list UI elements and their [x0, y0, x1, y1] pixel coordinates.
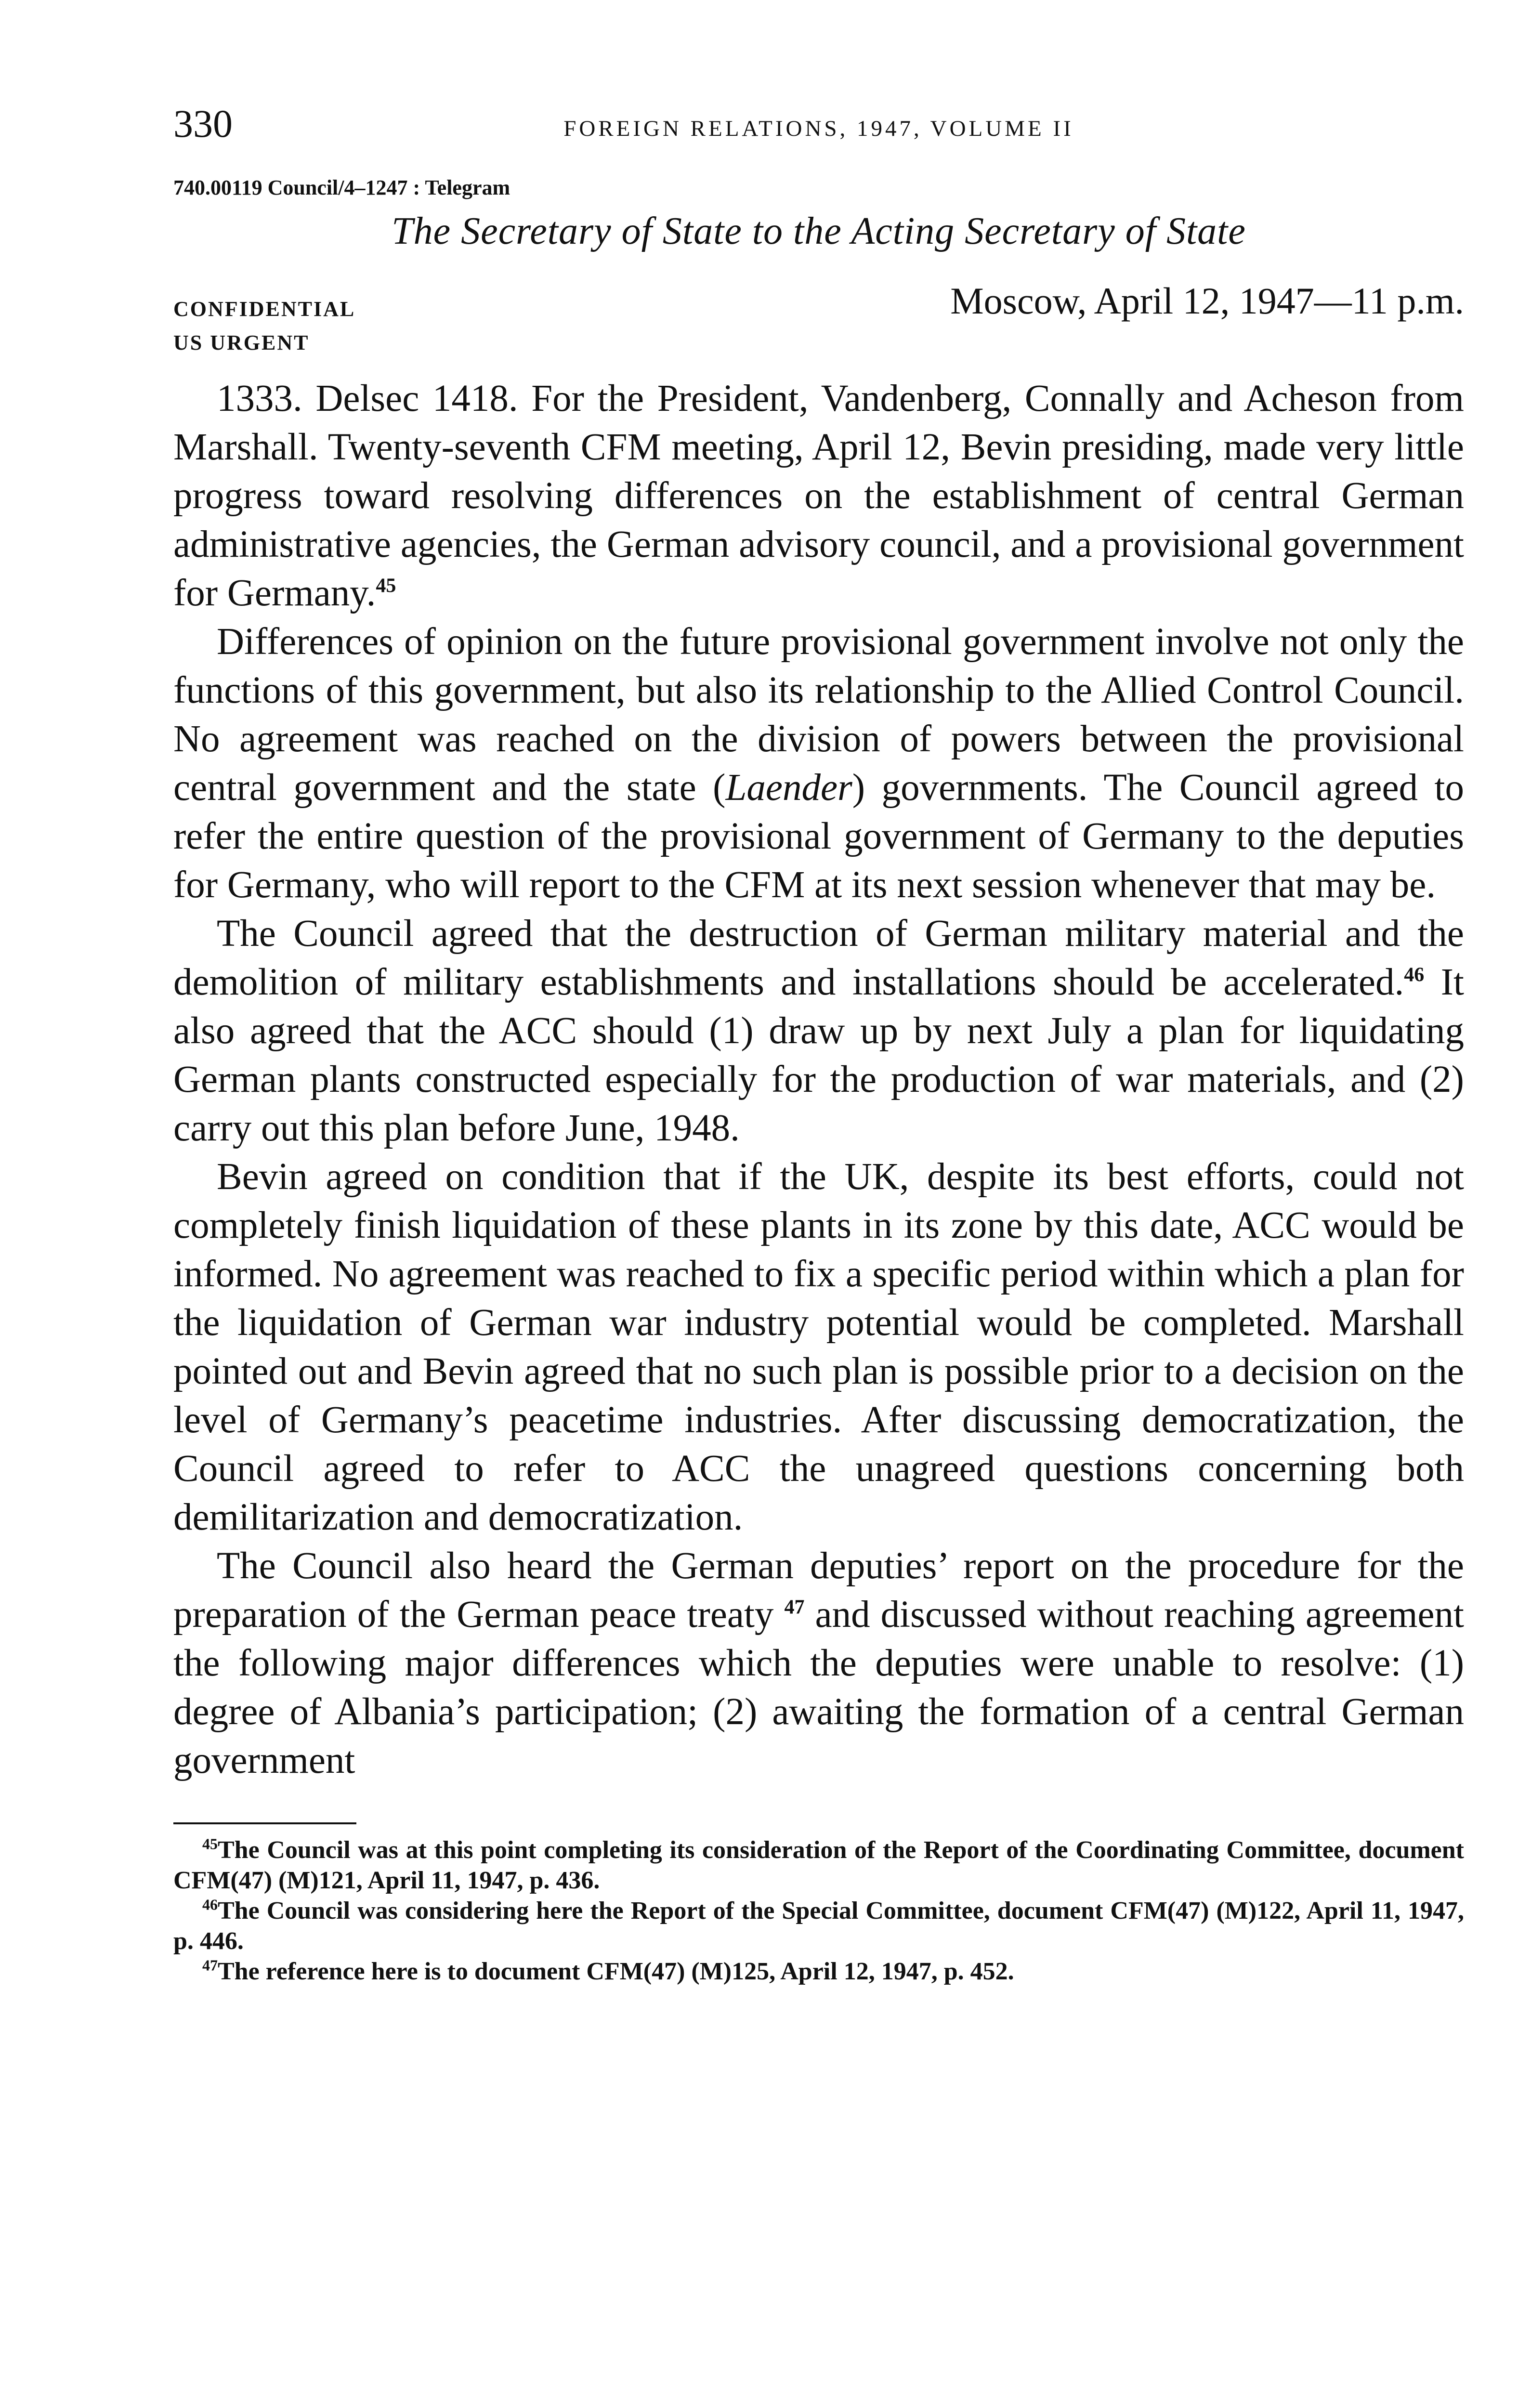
precedence-label: US URGENT	[173, 331, 310, 354]
italic-term: Laender	[725, 767, 852, 809]
paragraph-text: Bevin agreed on condition that if the UK, despite its best efforts, could not completely finish liquidation of these plants in its zone by this date, ACC would be informed. No agreement was reached to fix a specific period within which a plan for the liquidation of German war industry potential would be completed. Marshall pointed out and Bevin agreed that no such plan is possible prior to a decision on the level of Germany’s peacetime industries. After discussing democratization, the Council agreed to refer to ACC the unagreed questions concerning both demilitarization and democratization.	[173, 1156, 1464, 1538]
footnote	[173, 1956, 1464, 1987]
footnote-reference: 45	[376, 575, 396, 597]
paragraph	[173, 374, 1464, 617]
dateline: Moscow, April 12, 1947—11 p.m.	[950, 280, 1464, 322]
classification-label: CONFIDENTIAL	[173, 297, 356, 321]
paragraph-text: The Council also heard the German deputies’ report on the procedure for the preparation of the German peace treaty	[173, 1545, 1464, 1636]
paragraph	[173, 617, 1464, 909]
paragraph	[173, 909, 1464, 1152]
paragraph-text: 1333. Delsec 1418. For the President, Vandenberg, Connally and Acheson from Marshall. Twenty-seventh CFM meeting, April 12, Bevin presiding, made very little progress toward resolving differences on the establishment of central German administrative agencies, the German advisory council, and a provisional government for Germany.	[173, 378, 1464, 614]
footnote-text: The Council was considering here the Report of the Special Committee, document CFM(47) (M)122, April 11, 1947, p. 446.	[173, 1897, 1464, 1955]
footnote-reference: 47	[784, 1596, 805, 1619]
paragraph-text: Differences of opinion on the future provisional government involve not only the functions of this government, but also its relationship to the Allied Control Council. No agreement was reached on the division of powers between the provisional central government and the state (	[173, 621, 1464, 809]
paragraph-text: The Council agreed that the destruction of German military material and the demolition of military establishments and installations should be accelerated.	[173, 913, 1464, 1003]
paragraph	[173, 1542, 1464, 1785]
paragraph	[173, 1152, 1464, 1542]
footnote-text: The reference here is to document CFM(47) (M)125, April 12, 1947, p. 452.	[218, 1958, 1014, 1985]
footnote-text: The Council was at this point completing its consideration of the Report of the Coordinating Committee, document CFM(47) (M)121, April 11, 1947, p. 436.	[173, 1836, 1464, 1894]
paragraph-text: ) governments. The Council agreed to refer the entire question of the provisional government of Germany to the deputies for Germany, who will report to the CFM at its next session whenever that may be.	[173, 767, 1464, 906]
paragraph-text: and discussed without reaching agreement the following major differences which the deputies were unable to resolve: (1) degree of Albania’s participation; (2) awaiting the formation of a central German government	[173, 1594, 1464, 1781]
document-title: The Secretary of State to the Acting Secretary of State	[392, 210, 1246, 252]
file-reference: 740.00119 Council/4–1247 : Telegram	[173, 176, 510, 199]
footnote-rule	[173, 1822, 356, 1824]
page-header	[173, 101, 1464, 154]
footnote-marker: 45	[202, 1835, 218, 1853]
footnote	[173, 1896, 1464, 1956]
footnotes	[173, 1835, 1464, 1987]
paragraph-text: It also agreed that the ACC should (1) draw up by next July a plan for liquidating German plants constructed especially for the production of war materials, and (2) carry out this plan before June, 1948.	[173, 961, 1464, 1149]
running-head: FOREIGN RELATIONS, 1947, VOLUME II	[563, 116, 1074, 141]
footnote-marker: 47	[202, 1956, 218, 1974]
telegram-body	[173, 374, 1464, 1785]
page-number: 330	[173, 102, 233, 145]
footnote	[173, 1835, 1464, 1896]
footnote-marker: 46	[202, 1896, 218, 1913]
document-page	[173, 101, 1464, 1987]
meta-row	[173, 279, 1464, 327]
footnote-reference: 46	[1404, 964, 1425, 986]
